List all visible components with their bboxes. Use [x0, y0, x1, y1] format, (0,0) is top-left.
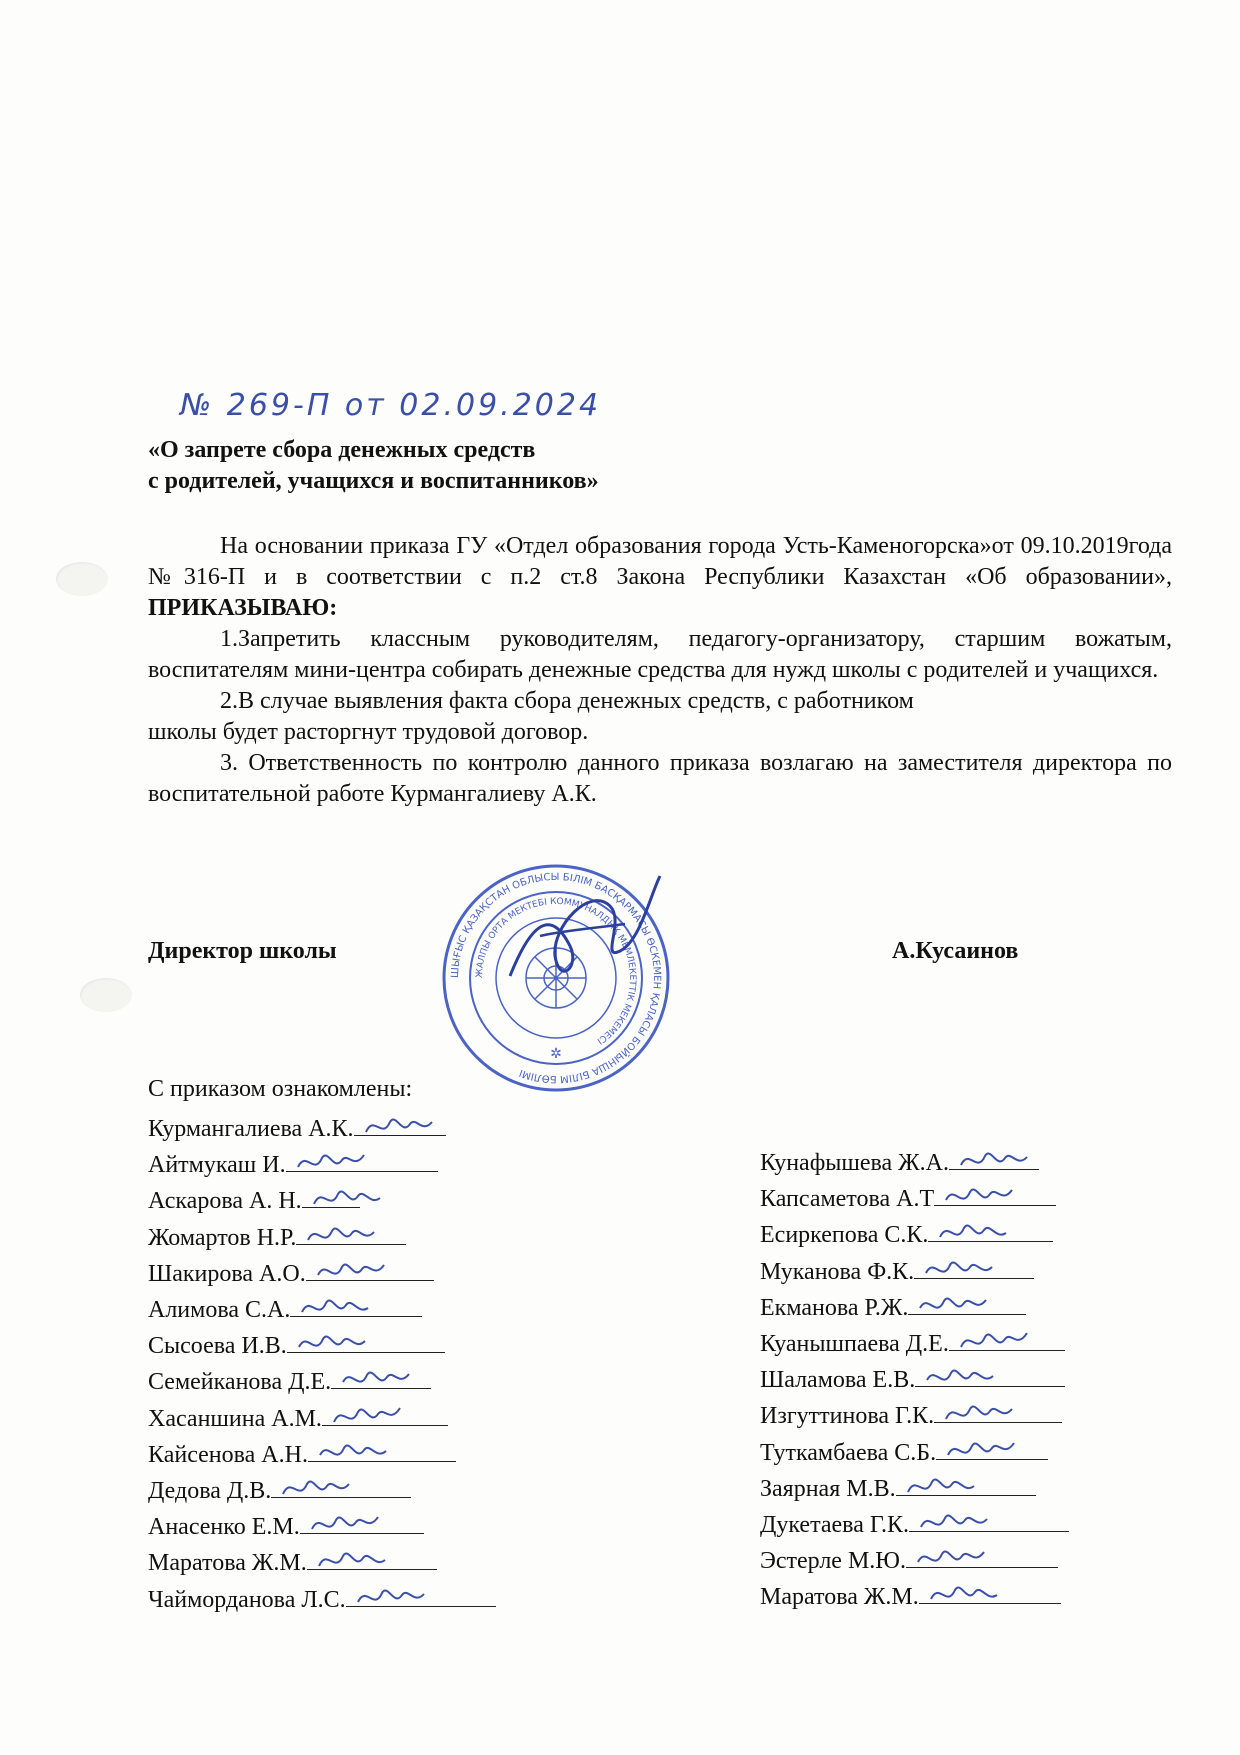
signature-row [148, 1359, 501, 1396]
signature-row [148, 1142, 508, 1179]
signatory-name: Эстерле М.Ю. [760, 1548, 906, 1575]
order-body [148, 531, 1172, 810]
signatory-name: Аскарова А. Н. [148, 1188, 302, 1215]
signatory-name: Изгуттинова Г.К. [760, 1403, 935, 1430]
signature-row [760, 1321, 1135, 1357]
signatory-name: Куанышпаева Д.Е. [760, 1331, 949, 1357]
handwritten-signature [341, 1365, 411, 1395]
handwritten-signature [296, 1148, 366, 1178]
order-item-2-line2: школы будет расторгнут трудовой договор. [148, 719, 589, 745]
signature-row [760, 1140, 1109, 1176]
handwritten-signature [944, 1182, 1014, 1212]
acknowledgement-header: С приказом ознакомлены: [148, 1076, 413, 1102]
signatory-name: Муканова Ф.К. [760, 1258, 915, 1285]
signatory-name: Курмангалиева А.К. [148, 1116, 354, 1142]
signatory-name: Семейканова Д.Е. [148, 1369, 332, 1396]
order-intro-bold: ПРИКАЗЫВАЮ: [148, 595, 338, 621]
signature-row [148, 1577, 566, 1613]
signature-row [760, 1212, 1123, 1249]
handwritten-signature [918, 1291, 988, 1321]
order-title-line1: «О запрете сбора денежных средств [148, 437, 536, 463]
handwritten-signature [306, 1221, 376, 1251]
signatory-name: Заярная М.В. [760, 1475, 896, 1502]
signature-row [148, 1468, 481, 1504]
official-stamp [440, 862, 672, 1094]
signature-row [148, 1215, 476, 1251]
signatory-name: Маратова Ж.М. [760, 1584, 919, 1611]
signatory-name: Анасенко Е.М. [148, 1514, 300, 1541]
signatory-name: Маратова Ж.М. [148, 1550, 307, 1577]
handwritten-signature [318, 1438, 388, 1468]
signatory-name: Есиркепова С.К. [760, 1222, 929, 1249]
handwritten-signature [316, 1257, 386, 1287]
signature-row [760, 1285, 1096, 1321]
handwritten-signature [946, 1436, 1016, 1466]
signatory-name: Хасаншина А.М. [148, 1405, 322, 1432]
signatory-name: Дедова Д.В. [148, 1478, 272, 1504]
handwritten-signature [300, 1293, 370, 1323]
handwritten-signature [356, 1583, 426, 1613]
order-item-2-line1: 2.В случае выявления факта сбора денежных средств, с работником [220, 688, 914, 714]
signatory-name: Дукетаева Г.К. [760, 1512, 910, 1538]
signature-row [148, 1287, 492, 1323]
handwritten-signature [312, 1184, 382, 1214]
punch-hole-bottom [80, 978, 132, 1012]
director-name: А.Кусаинов [892, 938, 1019, 964]
order-item-1: 1.Запретить классным руководителям, педагогу-организатору, старшим вожатым, воспитателям мини-центра собирать денежные средства для нужд школы с родителей и учащихся. [148, 626, 1172, 683]
signatory-name: Чайморданова Л.С. [148, 1586, 346, 1613]
handwritten-order-number: № 269-П от 02.09.2024 [180, 388, 602, 423]
emblem-icon [526, 948, 586, 1008]
signature-row [148, 1178, 430, 1215]
signatory-name: Кайсенова А.Н. [148, 1441, 308, 1468]
handwritten-signature [924, 1255, 994, 1285]
signature-row [148, 1432, 526, 1468]
handwritten-signature [906, 1472, 976, 1502]
handwritten-signature [959, 1146, 1029, 1176]
handwritten-signature [297, 1329, 367, 1359]
director-position: Директор школы [148, 938, 337, 964]
signature-row [760, 1574, 1131, 1611]
signatory-name: Сысоева И.В. [148, 1333, 287, 1360]
handwritten-signature [929, 1580, 999, 1610]
handwritten-signature [938, 1218, 1008, 1248]
signatory-name: Туткамбаева С.Б. [760, 1439, 937, 1466]
handwritten-signature [281, 1474, 351, 1504]
handwritten-signature [925, 1363, 995, 1393]
signature-row [760, 1249, 1104, 1285]
signature-row [760, 1466, 1106, 1502]
signature-row [148, 1323, 515, 1360]
handwritten-signature [364, 1112, 434, 1142]
handwritten-signature [332, 1402, 402, 1432]
order-intro-text: На основании приказа ГУ «Отдел образования города Усть-Каменогорска»от 09.10.2019года №316-П и в соответствии с п.2 ст.8 Закона Республики Казахстан «Об образовании», [148, 533, 1172, 590]
order-title [148, 435, 599, 497]
signatory-name: Шакирова А.О. [148, 1260, 306, 1287]
handwritten-signature [944, 1399, 1014, 1429]
signatory-name: Шаламова Е.В. [760, 1367, 916, 1394]
signatory-name: Екманова Р.Ж. [760, 1294, 909, 1321]
signature-row [148, 1251, 504, 1287]
stamp-inner-text: ЖАЛПЫ ОРТА МЕКТЕБІ КОММУНАЛДЫҚ МЕМЛЕКЕТТІК МЕКЕМЕСІ [474, 896, 638, 1046]
signature-row [148, 1396, 518, 1432]
signatory-name: Жомартов Н.Р. [148, 1224, 297, 1251]
stamp-star-icon: ✲ [550, 1047, 562, 1062]
handwritten-signature [317, 1546, 387, 1576]
signatory-name: Кунафышева Ж.А. [760, 1150, 950, 1176]
order-intro [148, 531, 1172, 624]
signature-row [760, 1357, 1135, 1394]
signature-row [760, 1393, 1132, 1430]
signature-row [760, 1538, 1128, 1575]
signature-row [760, 1502, 1139, 1538]
signatory-name: Айтмукаш И. [148, 1152, 286, 1179]
order-title-line2: с родителей, учащихся и воспитанников» [148, 468, 599, 494]
order-item-3: 3. Ответственность по контролю данного приказа возлагаю на заместителя директора по воспитательной работе Курмангалиеву А.К. [148, 750, 1172, 807]
signature-row [148, 1504, 494, 1541]
handwritten-signature [916, 1544, 986, 1574]
signature-row [148, 1106, 516, 1142]
punch-hole-top [56, 562, 108, 596]
handwritten-signature [919, 1508, 989, 1538]
signatory-name: Капсаметова А.Т [760, 1186, 935, 1213]
stamp-outer-text: ШЫҒЫС ҚАЗАҚСТАН ОБЛЫСЫ БІЛІМ БАСҚАРМАСЫ ӨСКЕМЕН ҚАЛАСЫ БОЙЫНША БІЛІМ БӨЛІМІ [449, 871, 663, 1085]
handwritten-signature [310, 1510, 380, 1540]
signature-row [760, 1430, 1118, 1466]
signatory-name: Алимова С.А. [148, 1297, 291, 1323]
signature-row [760, 1176, 1126, 1213]
handwritten-signature [959, 1327, 1029, 1357]
signature-row [148, 1540, 507, 1577]
